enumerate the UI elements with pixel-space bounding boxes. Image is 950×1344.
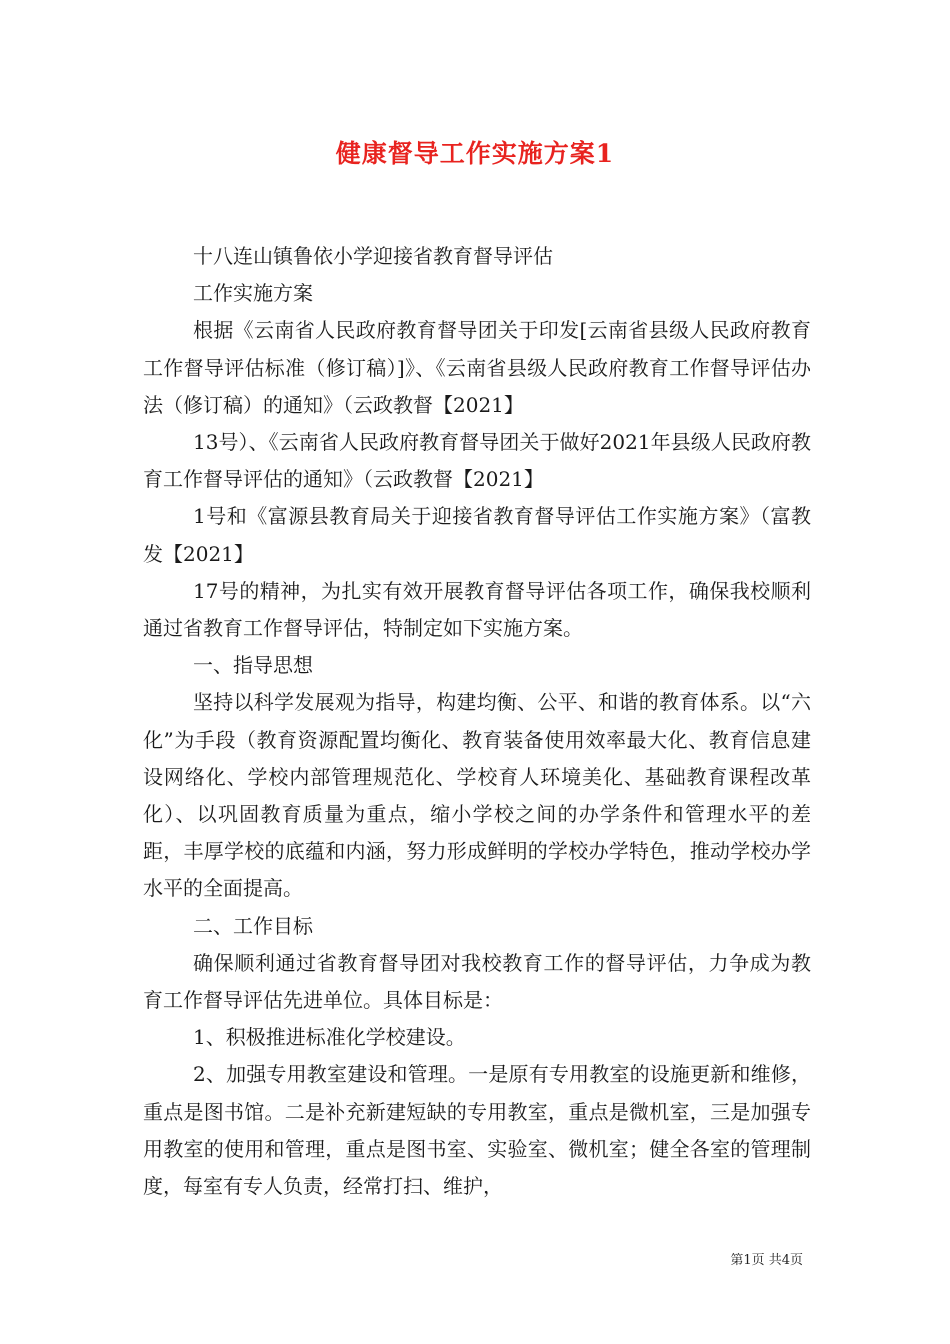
goal-item-2: 2、加强专用教室建设和管理。一是原有专用教室的设施更新和维修，重点是图书馆。二是补充新建短缺的专用教室，重点是微机室，三是加强专用教室的使用和管理，重点是图书室、实验室、微机室；健全各室的管理制度，每室有专人负责，经常打扫、维护，	[143, 1062, 811, 1199]
paragraph-guiding: 坚持以科学发展观为指导，构建均衡、公平、和谐的教育体系。以“六化”为手段（教育资源配置均衡化、教育装备使用效率最大化、教育信息建设网络化、学校内部管理规范化、学校育人环境美化、基础教育课程改革化）、以巩固教育质量为重点，缩小学校之间的办学条件和管理水平的差距，丰厚学校的底蕴和内涵，努力形成鲜明的学校办学特色，推动学校办学水平的全面提高。	[143, 690, 811, 901]
paragraph-school-name: 十八连山镇鲁依小学迎接省教育督导评估	[193, 244, 553, 268]
paragraph-basis-3: 1号和《富源县教育局关于迎接省教育督导评估工作实施方案》（富教发【2021】	[143, 504, 811, 566]
document-title: 健康督导工作实施方案1	[335, 139, 615, 168]
page-number-footer: 第1页 共4页	[730, 1253, 803, 1268]
paragraph-basis-2: 13号）、《云南省人民政府教育督导团关于做好2021年县级人民政府教育工作督导评估的通知》（云政教督【2021】	[143, 430, 811, 492]
document-body	[143, 238, 811, 1205]
section-heading-guiding: 一、指导思想	[193, 653, 313, 678]
paragraph-subtitle: 工作实施方案	[193, 281, 313, 306]
paragraph-basis-4: 17号的精神，为扎实有效开展教育督导评估各项工作，确保我校顺利通过省教育工作督导评估，特制定如下实施方案。	[143, 578, 811, 641]
section-heading-goals: 二、工作目标	[193, 913, 313, 938]
goal-item-1: 1、积极推进标准化学校建设。	[193, 1025, 466, 1050]
paragraph-basis-1: 根据《云南省人民政府教育督导团关于印发[云南省县级人民政府教育工作督导评估标准（修订稿）]》、《云南省县级人民政府教育工作督导评估办法（修订稿）的通知》（云政教督【2021】	[143, 318, 811, 417]
paragraph-goals: 确保顺利通过省教育督导团对我校教育工作的督导评估，力争成为教育工作督导评估先进单位。具体目标是：	[143, 950, 811, 1013]
